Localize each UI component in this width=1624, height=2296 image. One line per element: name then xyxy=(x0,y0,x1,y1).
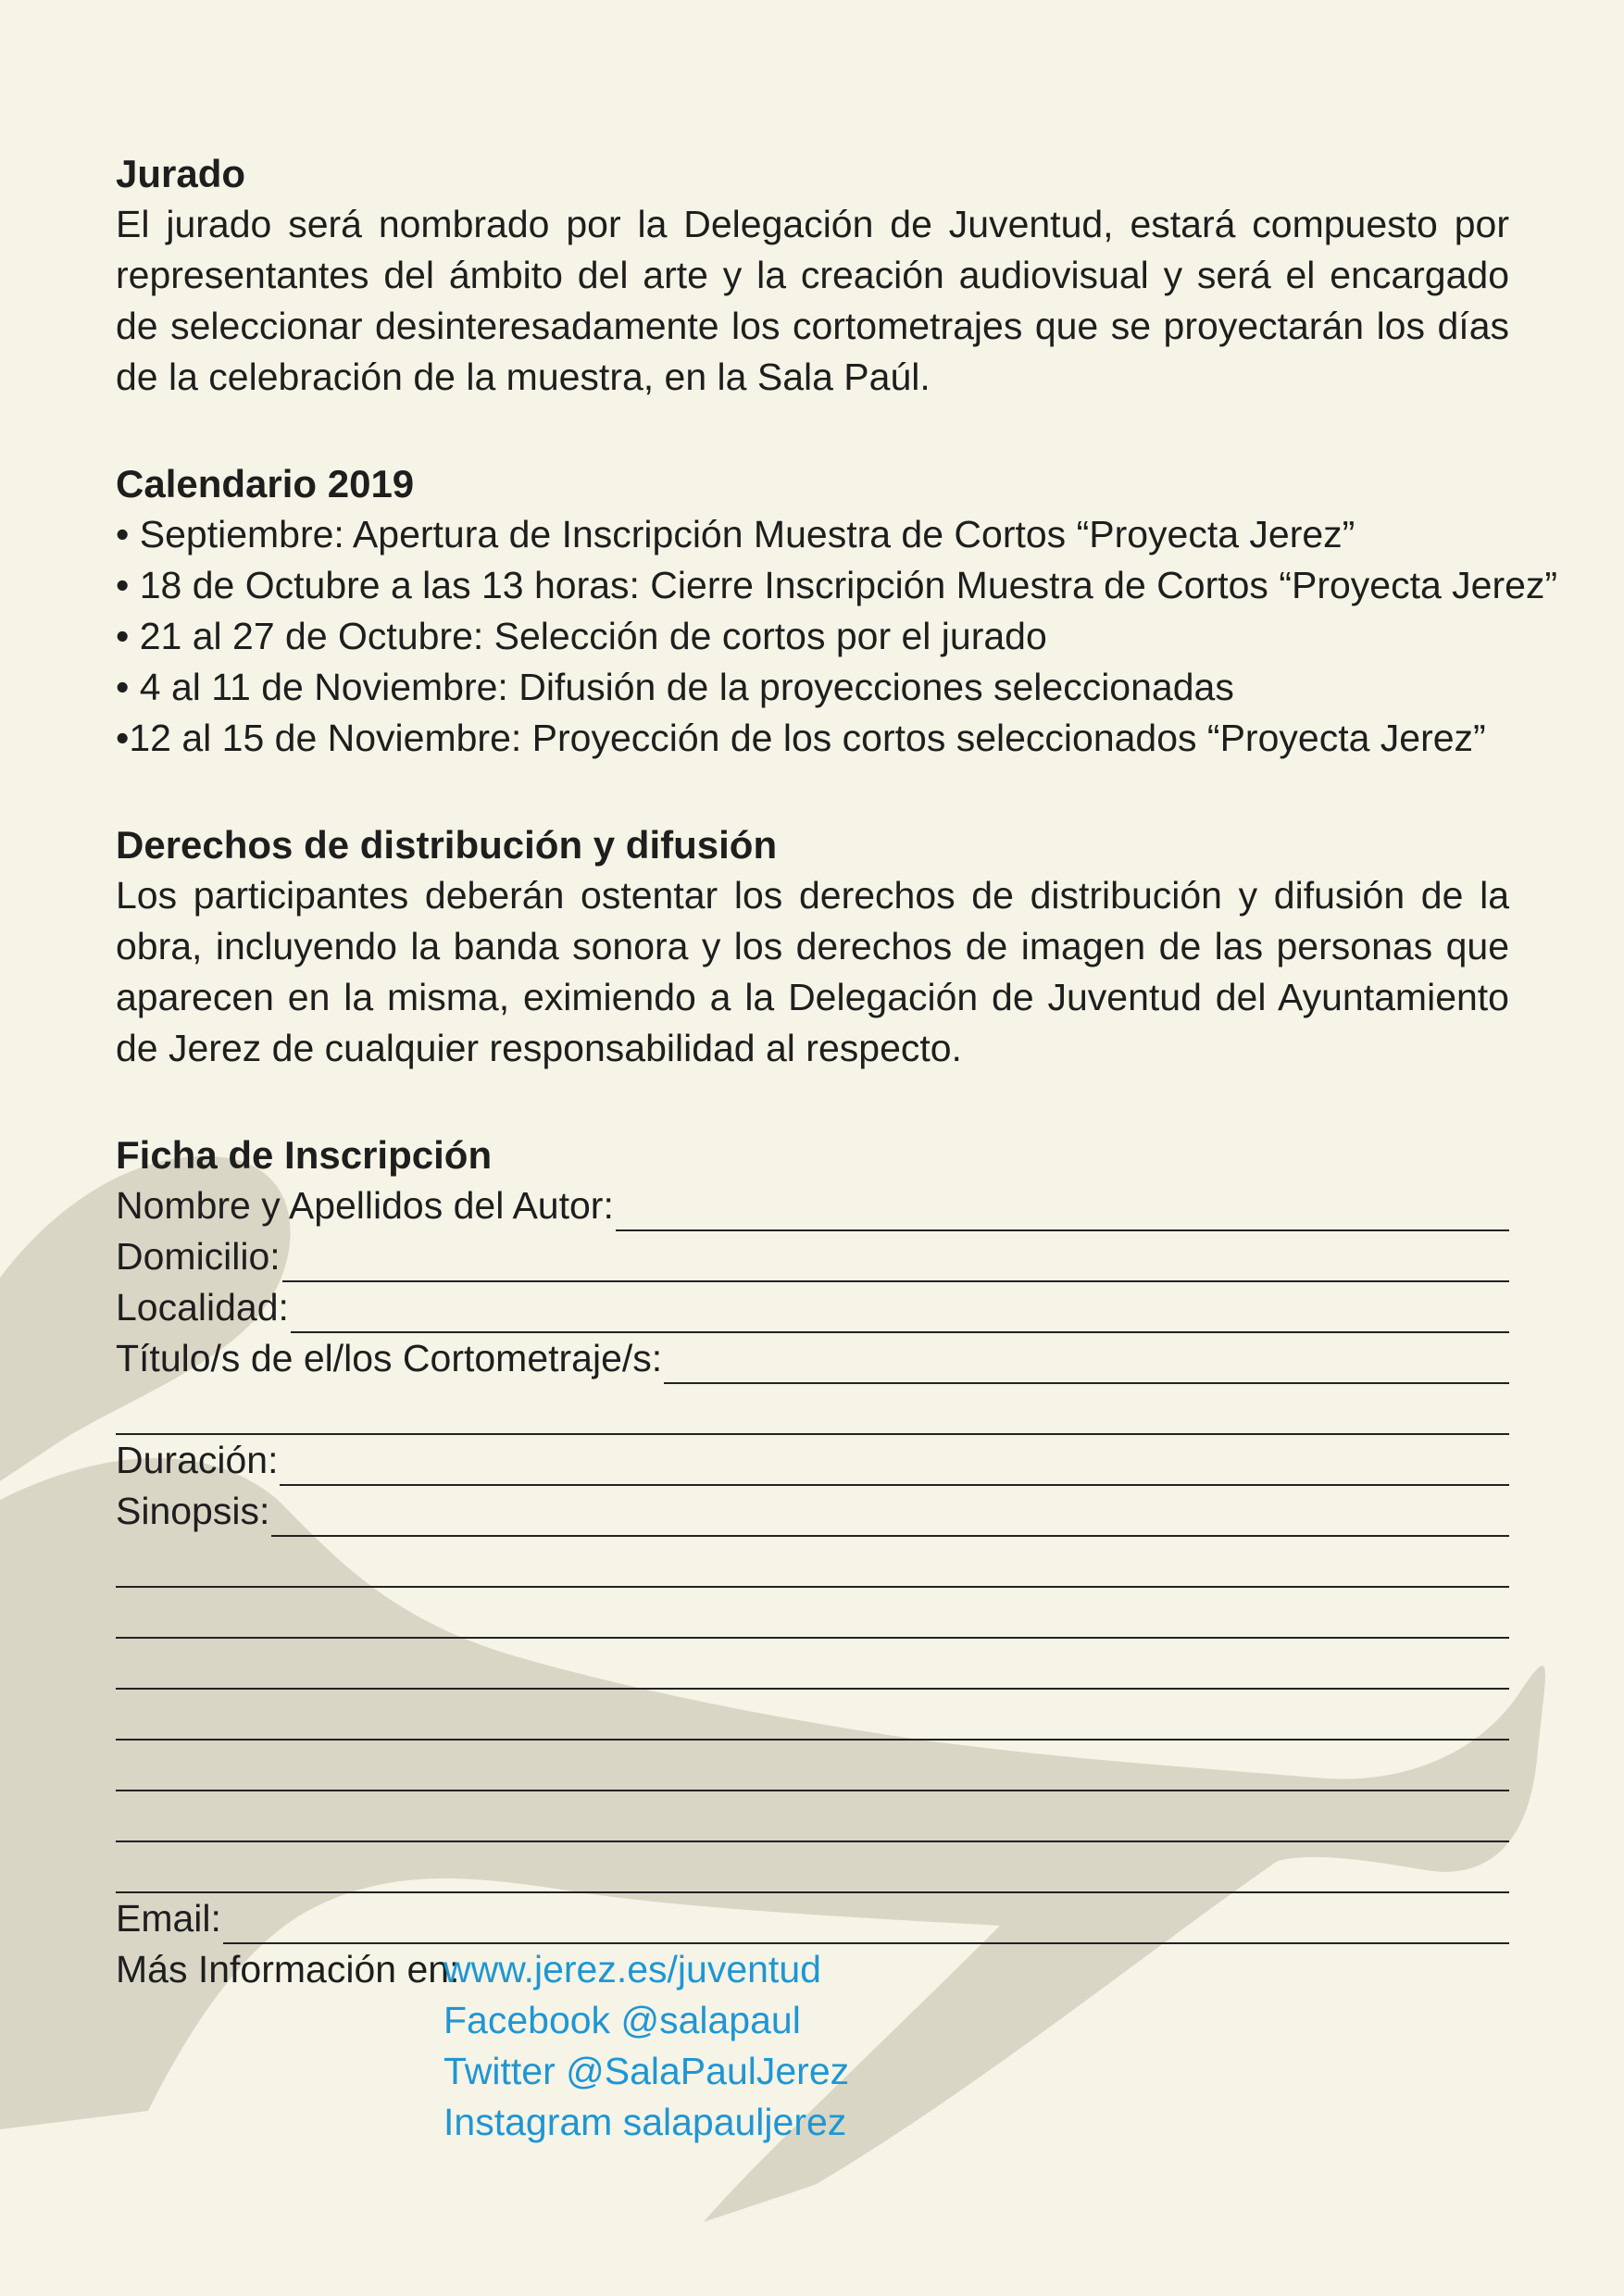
sinopsis-extra-line[interactable] xyxy=(116,1741,1509,1791)
more-info xyxy=(116,1944,1509,2148)
domicilio-field[interactable] xyxy=(116,1231,1509,1282)
instagram-link[interactable]: Instagram salapauljerez xyxy=(443,2101,847,2143)
derechos-text: Los participantes deberán ostentar los derechos de distribución y difusión de la obra, incluyendo la banda sonora y los derechos de imagen de las personas que aparecen en la misma, eximiendo a la Delegación de Juventud del Ayuntamiento de Jerez de cualquier responsabilidad al respecto. xyxy=(116,874,1509,1069)
sinopsis-extra-line[interactable] xyxy=(116,1791,1509,1842)
nombre-field[interactable] xyxy=(116,1180,1509,1231)
calendario-section xyxy=(116,458,1558,764)
list-item: • 4 al 11 de Noviembre: Difusión de la proyecciones seleccionadas xyxy=(116,666,1234,708)
titulo-field[interactable] xyxy=(116,1333,1509,1384)
duracion-label: Duración: xyxy=(116,1439,279,1481)
domicilio-label: Domicilio: xyxy=(116,1235,281,1278)
email-label: Email: xyxy=(116,1897,221,1940)
more-info-label: Más Información en: xyxy=(116,1948,460,1990)
nombre-blank-line[interactable] xyxy=(616,1192,1509,1231)
facebook-link[interactable]: Facebook @salapaul xyxy=(443,1999,801,2041)
sinopsis-blank-line[interactable] xyxy=(271,1498,1509,1537)
sinopsis-extra-line[interactable] xyxy=(116,1537,1509,1588)
sinopsis-extra-line[interactable] xyxy=(116,1842,1509,1893)
localidad-field[interactable] xyxy=(116,1282,1509,1333)
titulo-extra-line[interactable] xyxy=(116,1384,1509,1435)
list-item: •12 al 15 de Noviembre: Proyección de los cortos seleccionados “Proyecta Jerez” xyxy=(116,717,1486,759)
website-link[interactable]: www.jerez.es/juventud xyxy=(443,1948,821,1990)
calendario-list xyxy=(116,509,1558,764)
nombre-label: Nombre y Apellidos del Autor: xyxy=(116,1184,614,1227)
jurado-heading: Jurado xyxy=(116,152,246,195)
duracion-blank-line[interactable] xyxy=(280,1447,1509,1486)
sinopsis-label: Sinopsis: xyxy=(116,1490,270,1532)
ficha-heading: Ficha de Inscripción xyxy=(116,1133,493,1177)
email-field[interactable] xyxy=(116,1893,1509,1944)
ficha-section xyxy=(116,1129,1509,2148)
jurado-section xyxy=(116,148,1509,403)
titulo-label: Título/s de el/los Cortometraje/s: xyxy=(116,1337,663,1379)
jurado-text: El jurado será nombrado por la Delegación de Juventud, estará compuesto por representantes del ámbito del arte y la creación audiovisual y será el encargado de seleccionar desinteresadamente los cortometrajes que se proyectarán los días de la celebración de la muestra, en la Sala Paúl. xyxy=(116,203,1509,398)
calendario-heading: Calendario 2019 xyxy=(116,462,415,505)
twitter-link[interactable]: Twitter @SalaPaulJerez xyxy=(443,2050,850,2092)
sinopsis-extra-line[interactable] xyxy=(116,1690,1509,1741)
derechos-section xyxy=(116,819,1509,1074)
list-item: • Septiembre: Apertura de Inscripción Muestra de Cortos “Proyecta Jerez” xyxy=(116,513,1355,555)
list-item: • 18 de Octubre a las 13 horas: Cierre Inscripción Muestra de Cortos “Proyecta Jerez” xyxy=(116,564,1558,606)
info-links xyxy=(443,1944,849,2148)
titulo-blank-line[interactable] xyxy=(664,1345,1509,1384)
sinopsis-extra-line[interactable] xyxy=(116,1588,1509,1639)
sinopsis-field[interactable] xyxy=(116,1486,1509,1537)
localidad-label: Localidad: xyxy=(116,1286,289,1329)
domicilio-blank-line[interactable] xyxy=(282,1243,1509,1282)
sinopsis-extra-line[interactable] xyxy=(116,1639,1509,1690)
derechos-heading: Derechos de distribución y difusión xyxy=(116,823,778,867)
list-item: • 21 al 27 de Octubre: Selección de cortos por el jurado xyxy=(116,615,1047,657)
duracion-field[interactable] xyxy=(116,1435,1509,1486)
localidad-blank-line[interactable] xyxy=(291,1294,1509,1333)
page-content xyxy=(116,148,1558,2148)
email-blank-line[interactable] xyxy=(223,1905,1509,1944)
